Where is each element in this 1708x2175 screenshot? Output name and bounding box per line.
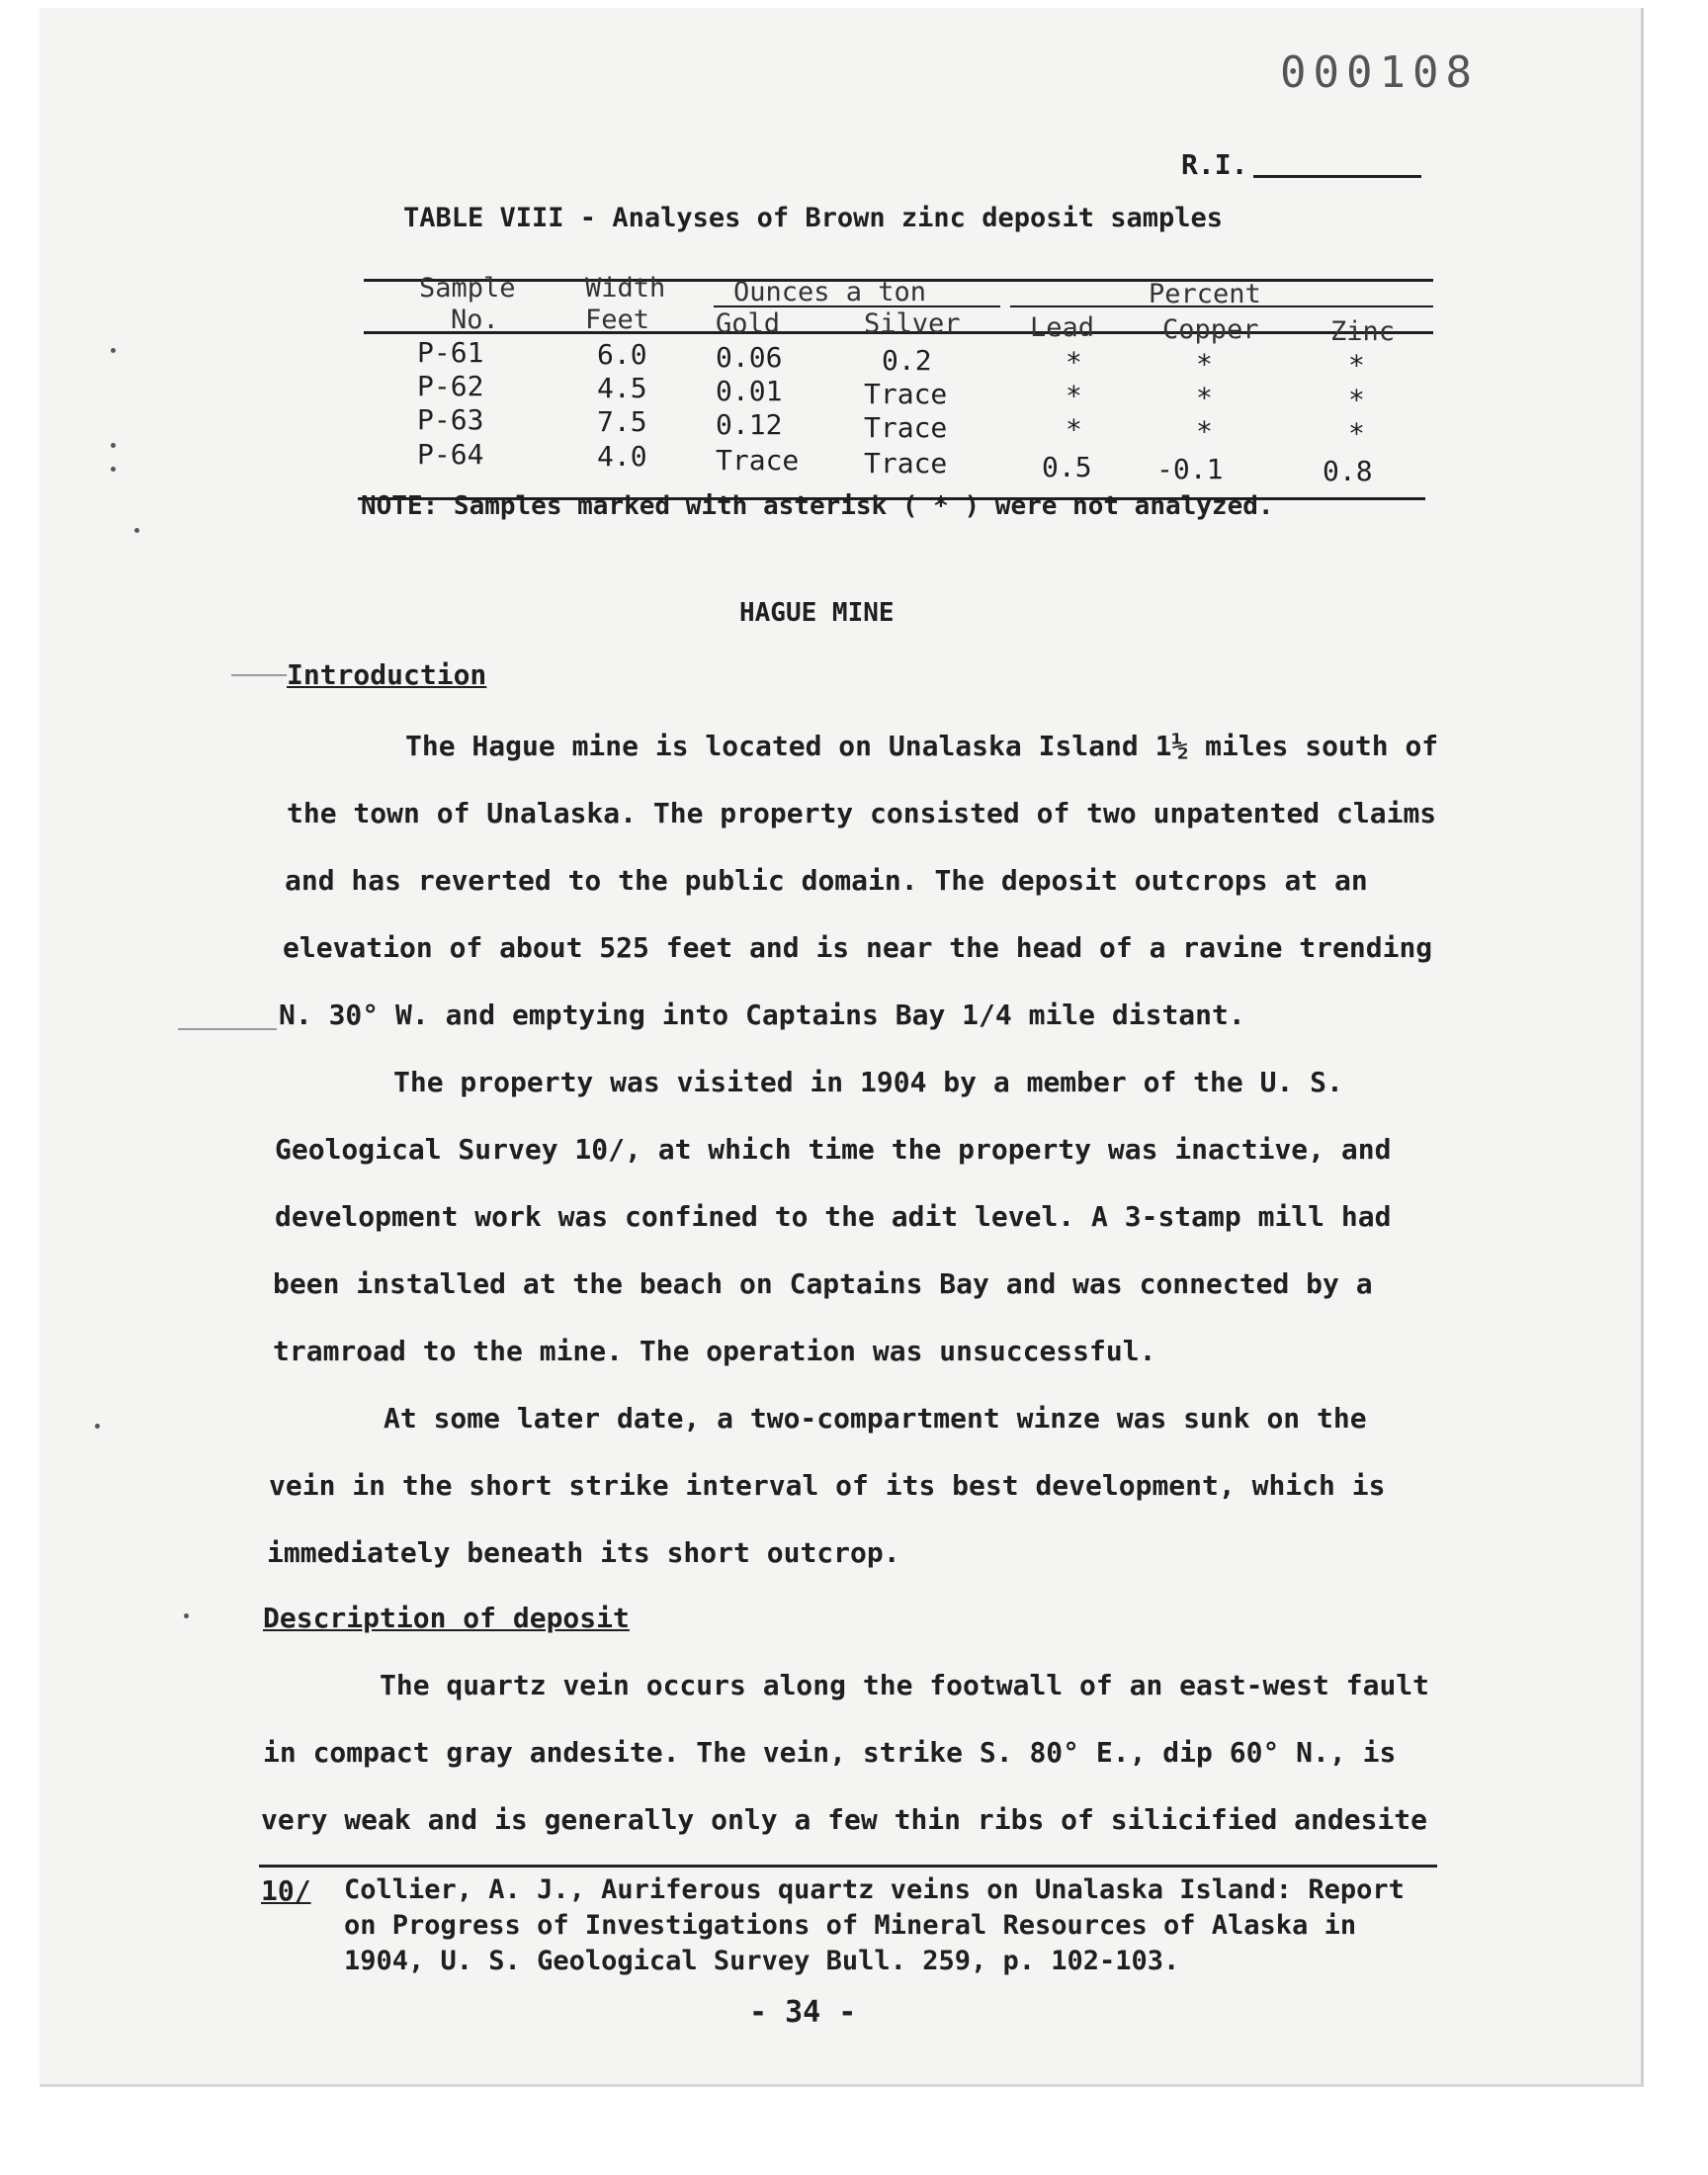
header-sample: Sample — [419, 273, 516, 304]
body-line: elevation of about 525 feet and is near the head of a ravine trending — [283, 931, 1433, 964]
cell-sample: P-62 — [417, 370, 484, 402]
cell-copper: * — [1196, 348, 1213, 381]
cell-silver: 0.2 — [882, 344, 932, 377]
cell-zinc: * — [1348, 349, 1365, 382]
body-line: development work was confined to the adit level. A 3-stamp mill had — [275, 1200, 1392, 1233]
intro-heading: Introduction — [287, 658, 487, 691]
body-line: The quartz vein occurs along the footwall of an east-west fault — [380, 1669, 1430, 1701]
footnote-rule — [259, 1865, 1437, 1868]
cell-width: 6.0 — [597, 338, 647, 371]
header-width: Width — [585, 273, 666, 304]
body-line: and has reverted to the public domain. The deposit outcrops at an — [285, 864, 1368, 897]
cell-zinc: 0.8 — [1323, 455, 1373, 487]
scan-speck — [134, 528, 139, 533]
footnote-line: 1904, U. S. Geological Survey Bull. 259, p. 102-103. — [344, 1946, 1180, 1976]
body-line: The Hague mine is located on Unalaska Island 1½ miles south of — [405, 730, 1439, 762]
header-sample-no: No. — [451, 304, 499, 335]
body-line: At some later date, a two-compartment winze was sunk on the — [384, 1402, 1367, 1435]
header-zinc: Zinc — [1330, 316, 1396, 347]
cell-silver: Trace — [864, 378, 948, 410]
header-ounces-group: Ounces a ton — [733, 277, 927, 307]
table-title: TABLE VIII - Analyses of Brown zinc deposit samples — [403, 203, 1224, 233]
description-heading: Description of deposit — [263, 1602, 630, 1634]
body-line: N. 30° W. and emptying into Captains Bay 1/4 mile distant. — [279, 999, 1245, 1031]
body-line: the town of Unalaska. The property consisted of two unpatented claims — [287, 797, 1437, 829]
scan-speck — [95, 1424, 100, 1429]
body-line: Geological Survey 10/, at which time the property was inactive, and — [275, 1133, 1392, 1166]
cell-copper: * — [1196, 415, 1213, 448]
cell-sample: P-63 — [417, 403, 484, 436]
document-page — [40, 8, 1644, 2087]
scan-speck — [184, 1613, 189, 1618]
body-line: very weak and is generally only a few thin ribs of silicified andesite — [261, 1803, 1428, 1836]
scan-line — [231, 674, 287, 676]
body-line: vein in the short strike interval of its best development, which is — [269, 1469, 1386, 1502]
cell-lead: * — [1066, 413, 1082, 446]
table-note: NOTE: Samples marked with asterisk ( * ) were not analyzed. — [361, 491, 1274, 521]
cell-lead: 0.5 — [1042, 451, 1092, 483]
section-title: HAGUE MINE — [739, 598, 895, 628]
cell-sample: P-61 — [417, 336, 484, 369]
cell-width: 7.5 — [597, 405, 647, 438]
footnote-line: on Progress of Investigations of Mineral Resources of Alaska in — [344, 1910, 1357, 1941]
scan-speck — [111, 443, 116, 448]
cell-zinc: * — [1348, 384, 1365, 416]
scan-speck — [111, 467, 116, 472]
body-line: immediately beneath its short outcrop. — [267, 1536, 900, 1569]
cell-gold: Trace — [716, 444, 800, 477]
cell-copper: * — [1196, 382, 1213, 414]
ri-label: R.I. — [1181, 148, 1248, 181]
cell-width: 4.5 — [597, 372, 647, 404]
header-gold: Gold — [716, 308, 781, 339]
ri-field — [1181, 148, 1421, 181]
header-width-feet: Feet — [585, 304, 650, 335]
page-number: - 34 - — [749, 1995, 857, 2030]
body-line: been installed at the beach on Captains Bay and was connected by a — [273, 1267, 1373, 1300]
body-line: tramroad to the mine. The operation was unsuccessful. — [273, 1335, 1156, 1367]
cell-copper: -0.1 — [1156, 453, 1224, 485]
header-lead: Lead — [1030, 312, 1095, 343]
header-copper: Copper — [1162, 314, 1259, 345]
cell-silver: Trace — [864, 411, 948, 444]
cell-lead: * — [1066, 380, 1082, 412]
cell-gold: 0.01 — [716, 375, 783, 407]
body-line: in compact gray andesite. The vein, strike S. 80° E., dip 60° N., is — [263, 1736, 1397, 1769]
footnote-line: Collier, A. J., Auriferous quartz veins on Unalaska Island: Report — [344, 1874, 1405, 1905]
cell-zinc: * — [1348, 417, 1365, 450]
ri-blank-line — [1253, 175, 1421, 178]
cell-silver: Trace — [864, 447, 948, 479]
cell-gold: 0.06 — [716, 341, 783, 374]
document-id-stamp: 000108 — [1280, 47, 1479, 98]
scan-speck — [111, 348, 116, 353]
cell-width: 4.0 — [597, 440, 647, 473]
cell-lead: * — [1066, 346, 1082, 379]
cell-sample: P-64 — [417, 438, 484, 471]
body-line: The property was visited in 1904 by a member of the U. S. — [393, 1066, 1343, 1098]
header-percent-group: Percent — [1149, 279, 1261, 309]
cell-gold: 0.12 — [716, 408, 783, 441]
header-silver: Silver — [864, 308, 961, 339]
footnote-mark: 10/ — [261, 1874, 311, 1907]
scan-line — [178, 1028, 277, 1030]
